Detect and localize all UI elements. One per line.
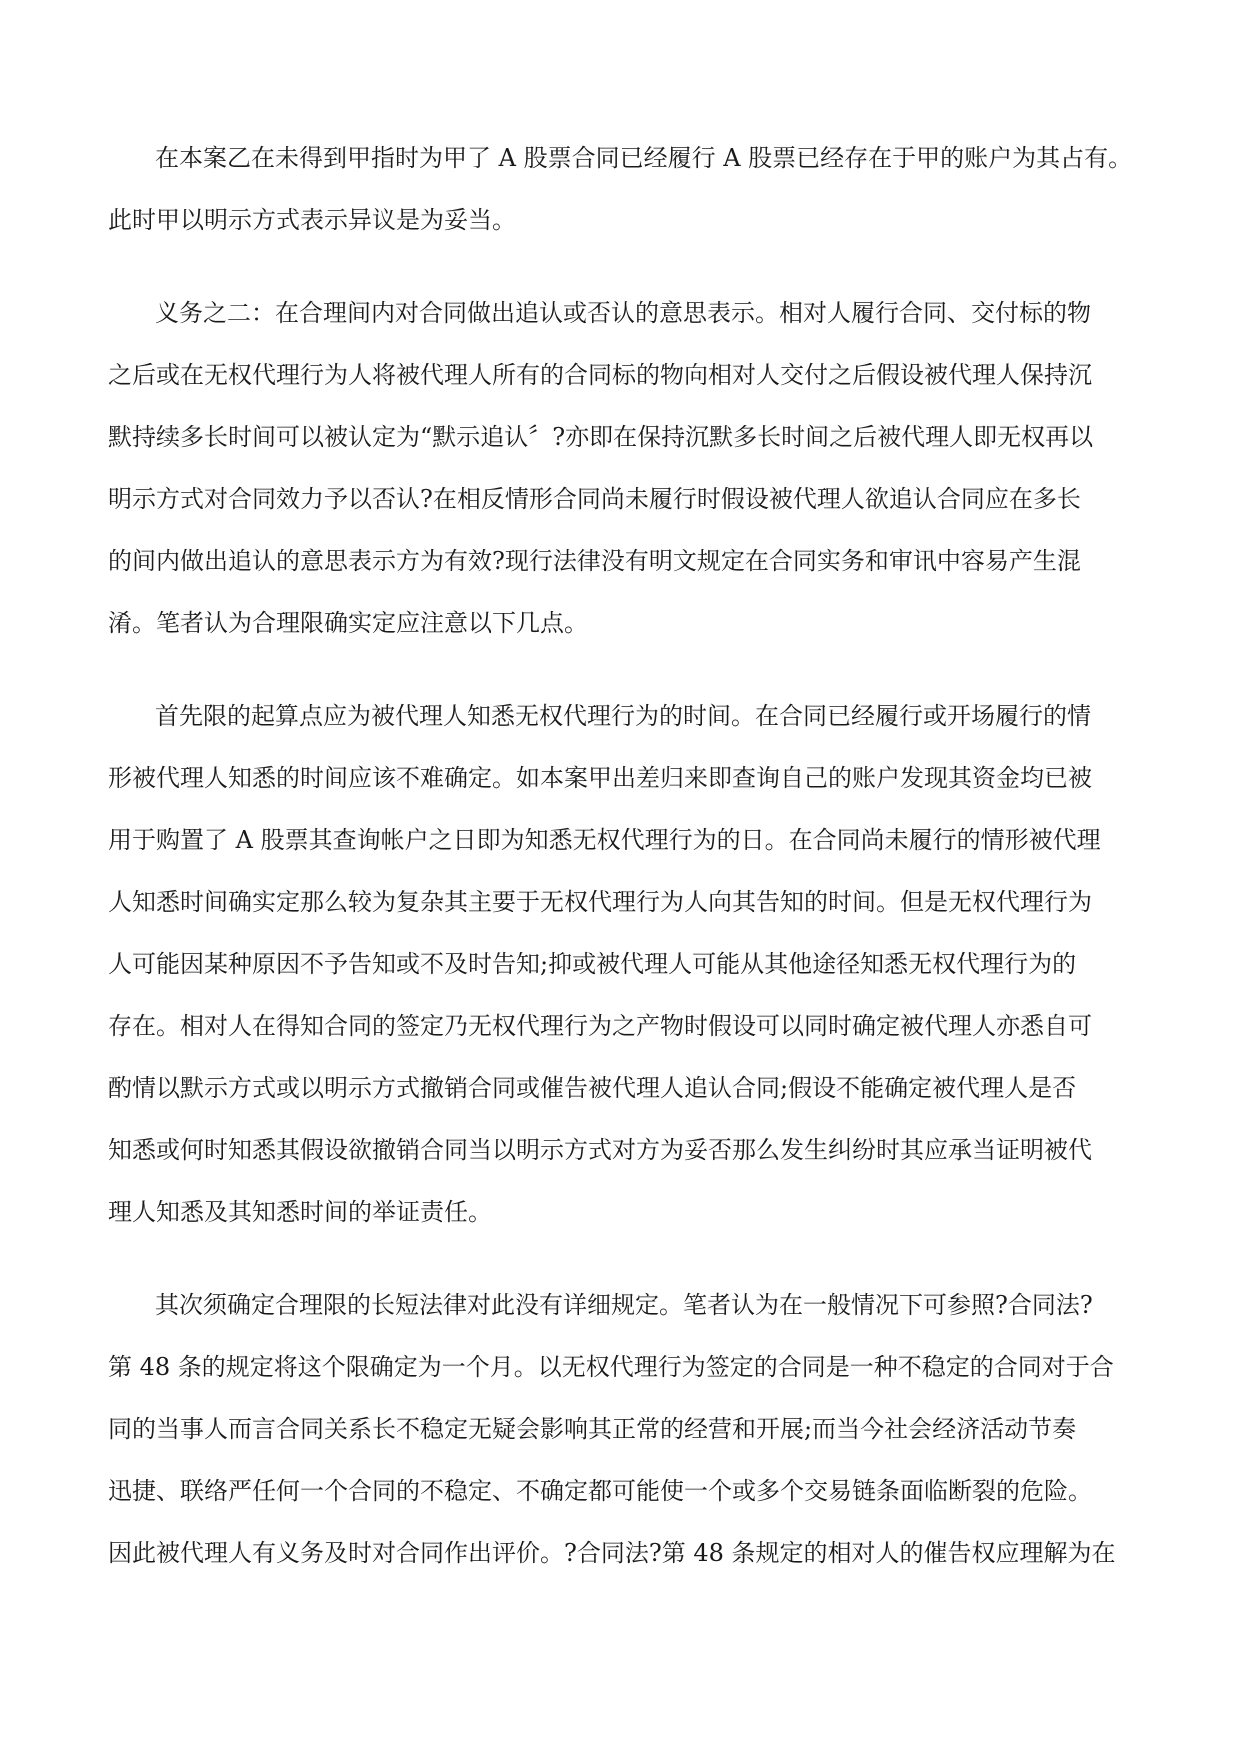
paragraph-1-line-1: 在本案乙在未得到甲指时为甲了 A 股票合同已经履行 A 股票已经存在于甲的账户为其占有。 xyxy=(155,144,1133,172)
paragraph-4-line-4: 迅捷、联络严任何一个合同的不稳定、不确定都可能使一个或多个交易链条面临断裂的危险。 xyxy=(108,1477,1092,1505)
paragraph-2-line-3: 默持续多长时间可以被认定为“默示追认〞?亦即在保持沉默多长时间之后被代理人即无权再以 xyxy=(108,423,1094,451)
paragraph-3-line-7: 酌情以默示方式或以明示方式撤销合同或催告被代理人追认合同;假设不能确定被代理人是否 xyxy=(108,1074,1077,1102)
paragraph-1-line-2: 此时甲以明示方式表示异议是为妥当。 xyxy=(108,206,516,234)
paragraph-2-line-1: 义务之二：在合理间内对合同做出追认或否认的意思表示。相对人履行合同、交付标的物 xyxy=(155,299,1091,327)
paragraph-2-line-5: 的间内做出追认的意思表示方为有效?现行法律没有明文规定在合同实务和审讯中容易产生混 xyxy=(108,547,1081,575)
paragraph-3-line-5: 人可能因某种原因不予告知或不及时告知;抑或被代理人可能从其他途径知悉无权代理行为的 xyxy=(108,950,1077,978)
paragraph-2-line-6: 淆。笔者认为合理限确实定应注意以下几点。 xyxy=(108,609,588,637)
paragraph-4-line-3: 同的当事人而言合同关系长不稳定无疑会影响其正常的经营和开展;而当今社会经济活动节奏 xyxy=(108,1415,1077,1443)
paragraph-2-line-4: 明示方式对合同效力予以否认?在相反情形合同尚未履行时假设被代理人欲追认合同应在多长 xyxy=(108,485,1081,513)
paragraph-2-line-2: 之后或在无权代理行为人将被代理人所有的合同标的物向相对人交付之后假设被代理人保持沉 xyxy=(108,361,1092,389)
paragraph-4-line-1: 其次须确定合理限的长短法律对此没有详细规定。笔者认为在一般情况下可参照?合同法? xyxy=(155,1291,1093,1319)
paragraph-3-line-2: 形被代理人知悉的时间应该不难确定。如本案甲出差归来即查询自己的账户发现其资金均已被 xyxy=(108,764,1092,792)
paragraph-3-line-9: 理人知悉及其知悉时间的举证责任。 xyxy=(108,1198,492,1226)
paragraph-3-line-6: 存在。相对人在得知合同的签定乃无权代理行为之产物时假设可以同时确定被代理人亦悉自可 xyxy=(108,1012,1092,1040)
paragraph-3-line-3: 用于购置了 A 股票其查询帐户之日即为知悉无权代理行为的日。在合同尚未履行的情形被代理 xyxy=(108,826,1101,854)
paragraph-3-line-1: 首先限的起算点应为被代理人知悉无权代理行为的时间。在合同已经履行或开场履行的情 xyxy=(155,702,1091,730)
paragraph-4-line-2: 第 48 条的规定将这个限确定为一个月。以无权代理行为签定的合同是一种不稳定的合同对于合 xyxy=(108,1353,1114,1381)
paragraph-3-line-4: 人知悉时间确实定那么较为复杂其主要于无权代理行为人向其告知的时间。但是无权代理行为 xyxy=(108,888,1092,916)
paragraph-3-line-8: 知悉或何时知悉其假设欲撤销合同当以明示方式对方为妥否那么发生纠纷时其应承当证明被代 xyxy=(108,1136,1092,1164)
paragraph-4-line-5: 因此被代理人有义务及时对合同作出评价。?合同法?第 48 条规定的相对人的催告权应理解为在 xyxy=(108,1539,1116,1567)
